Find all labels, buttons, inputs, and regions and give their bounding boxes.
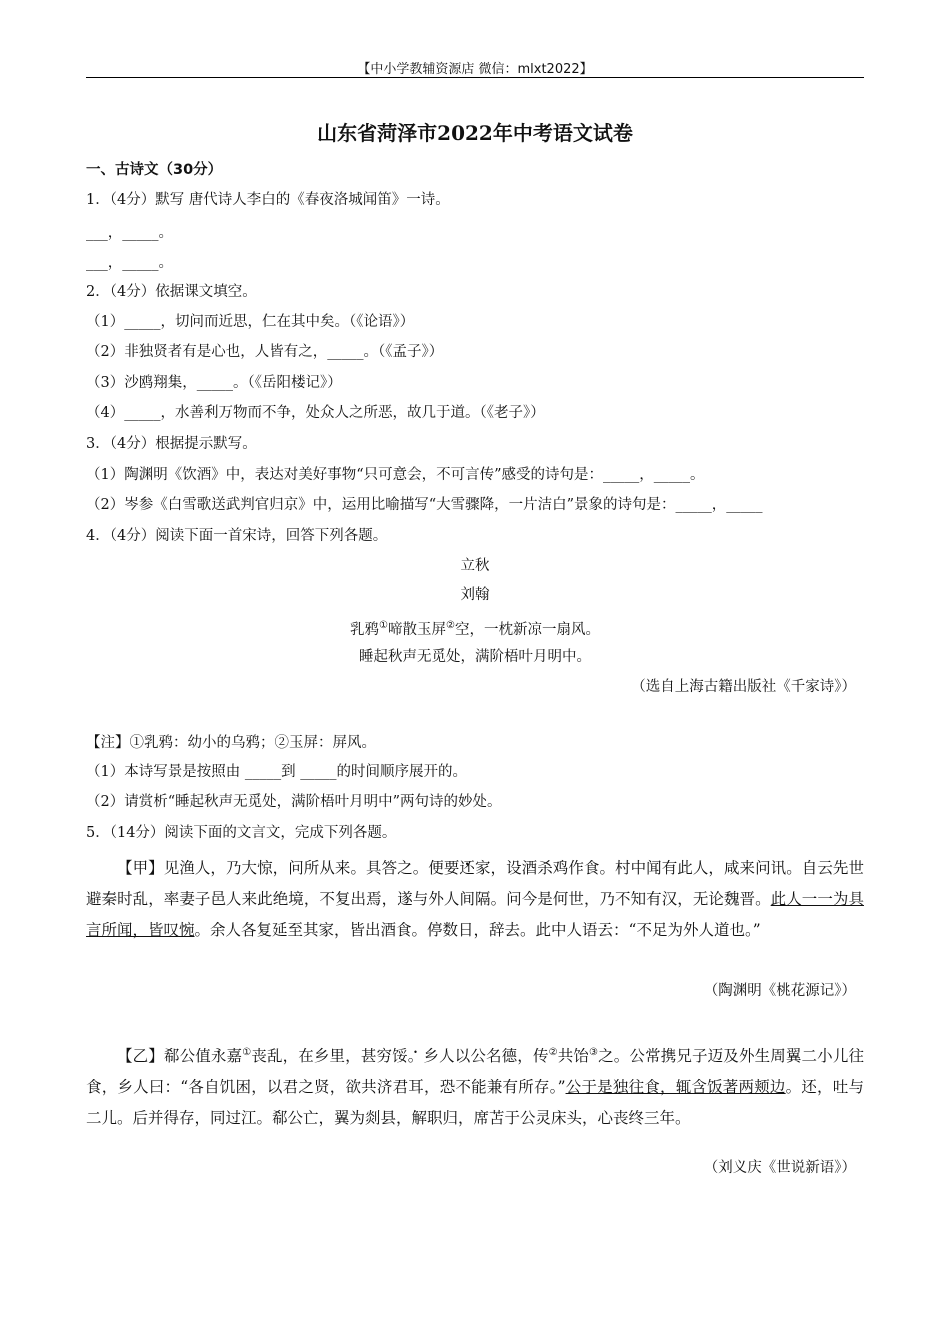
header-divider (86, 77, 864, 78)
underlined-sentence: 公于是独往食，辄含饭著两颊边 (565, 1078, 786, 1097)
q4-sub-1: （1）本诗写景是按照由 _____到 _____的时间顺序展开的。 (86, 764, 467, 780)
exam-title: 山东省菏泽市2022年中考语文试卷 (317, 121, 633, 145)
q2-stem: 2．（4分）依据课文填空。 (86, 284, 257, 300)
dotted-char: 值 • (195, 1047, 211, 1065)
section-heading: 一、古诗文（30分） (86, 162, 223, 178)
yi-source: （刘义庆《世说新语》） (703, 1160, 856, 1176)
q1-blank-line-2: ___，_____。 (86, 255, 173, 271)
q3-stem: 3．（4分）根据提示默写。 (86, 436, 257, 452)
q4-stem: 4．（4分）阅读下面一首宋诗，回答下列各题。 (86, 528, 388, 544)
passage-jia: 【甲】见渔人，乃大惊，问所从来。具答之。便要 •还家，设酒杀鸡作食。村中闻有此人，咸来问讯。自云先世避秦时乱，率妻子邑人来此绝境，不复出焉，遂与外人间隔。问今是何世，乃不知有汉，无论魏晋。此人一一为具言所闻，皆叹惋。余人各复延至其家，皆出酒食。停数日，辞去。此中人语 •云：“不足为外人道也。” (86, 853, 864, 946)
q1-stem: 1．（4分）默写 唐代诗人李白的《春夜洛城闻笛》一诗。 (86, 192, 450, 208)
underlined-sentence: 此人一一为具言所闻，皆叹惋 (86, 890, 864, 939)
q2-item: （3）沙鸥翔集，_____。（《岳阳楼记》） (86, 375, 342, 391)
poem-line-1: 乳鸦①啼散玉屏②空，一枕新凉一扇风。 (350, 620, 600, 638)
dotted-char: 馁 • (392, 1047, 408, 1065)
jia-source: （陶渊明《桃花源记》） (703, 983, 856, 999)
poem-note: 【注】①乳鸦：幼小的乌鸦；②玉屏：屏风。 (86, 735, 376, 751)
q3-item: （1）陶渊明《饮酒》中，表达对美好事物“只可意会，不可言传”感受的诗句是：_____，_____。 (86, 467, 705, 483)
poem-title: 立秋 (460, 558, 490, 574)
passage-yi: 【乙】郗公值 •永嘉①丧乱，在乡里，甚穷馁 •。乡人以公名德，传②共饴③之。公常携兄子迈及外生周翼二小儿往食，乡人曰：“各自饥困，以君之贤，欲共济君耳，恐不能兼有所存。”公于是独往食，辄含饭著两颊边。还，吐与二儿。后并得存，同过江。郗公亡，翼为剡县，解职归，席苫于公灵床头，心丧终三年。 (86, 1037, 864, 1134)
poem-line-2: 睡起秋声无觅处，满阶梧叶月明中。 (359, 649, 591, 665)
q3-item: （2）岑参《白雪歌送武判官归京》中，运用比喻描写“大雪骤降，一片洁白”景象的诗句是：_____，_____ (86, 497, 763, 513)
dotted-char: 语 • (582, 921, 598, 939)
q4-sub-2: （2）请赏析“睡起秋声无觅处，满阶梧叶月明中”两句诗的妙处。 (86, 794, 502, 810)
poem-author: 刘翰 (460, 587, 490, 603)
q2-item: （4）_____，水善利万物而不争，处众人之所恶，故几于道。（《老子》） (86, 405, 545, 421)
q2-item: （1）_____，切问而近思，仁在其中矣。（《论语》） (86, 314, 415, 330)
poem-source: （选自上海古籍出版社《千家诗》） (631, 679, 856, 695)
q2-item: （2）非独贤者有是心也，人皆有之，_____。（《孟子》） (86, 344, 444, 360)
page-header: 【中小学教辅资源店 微信：mlxt2022】 (357, 62, 593, 77)
dotted-char: 要 • (444, 859, 460, 877)
q5-stem: 5．（14分）阅读下面的文言文，完成下列各题。 (86, 825, 397, 841)
q1-blank-line-1: ___，_____。 (86, 225, 173, 241)
